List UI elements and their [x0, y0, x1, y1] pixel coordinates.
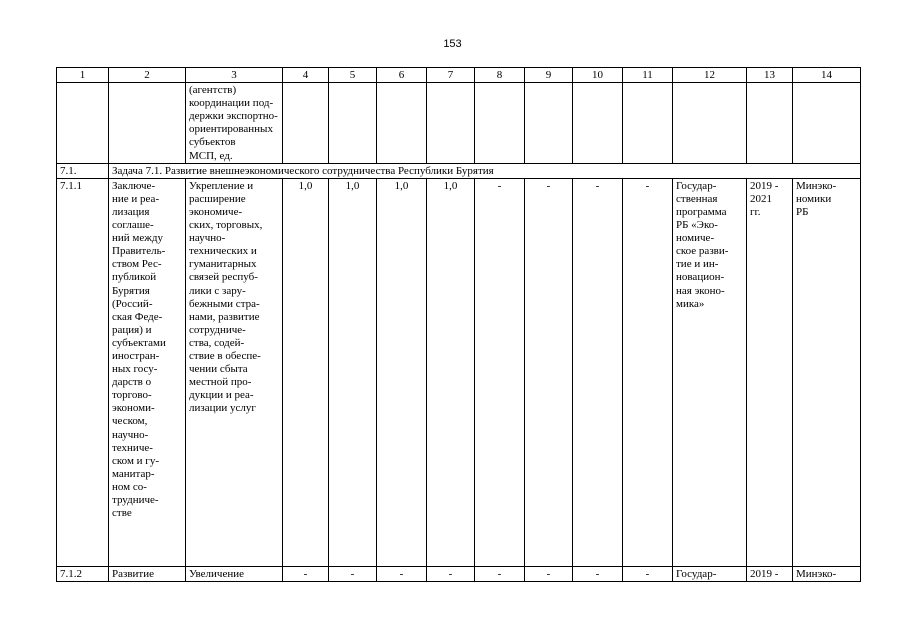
- header-cell: 6: [377, 68, 427, 83]
- program-table: [56, 67, 861, 582]
- table-row: [57, 566, 861, 581]
- indicator-cell: (агентств) координации под- держки экспортно- ориентированных субъектов МСП, ед.: [186, 83, 283, 164]
- measure-name: Заключе- ние и реа- лизация соглаше- ний между Правитель- ством Рес- публикой Бурятия (Россий- ская Феде- рация) и субъектами иностран- ных госу- дарств о торгово- экономи- ческом, научно- техниче- ском и гу- манитар- ном со- трудниче- стве: [109, 178, 186, 566]
- header-cell: 4: [283, 68, 329, 83]
- header-cell: 7: [427, 68, 475, 83]
- value-cell: 1,0: [377, 178, 427, 566]
- period-cell: 2019 -: [747, 566, 793, 581]
- header-row: [57, 68, 861, 83]
- header-cell: 11: [623, 68, 673, 83]
- header-cell: 12: [673, 68, 747, 83]
- value-cell: -: [377, 566, 427, 581]
- row-number: 7.1.1: [57, 178, 109, 566]
- responsible-cell: Минэко- номики РБ: [793, 178, 861, 566]
- value-cell: -: [475, 178, 525, 566]
- value-cell: -: [525, 566, 573, 581]
- header-cell: 8: [475, 68, 525, 83]
- value-cell: -: [573, 178, 623, 566]
- header-cell: 13: [747, 68, 793, 83]
- row-number: 7.1.2: [57, 566, 109, 581]
- value-cell: -: [573, 566, 623, 581]
- responsible-cell: Минэко-: [793, 566, 861, 581]
- value-cell: 1,0: [427, 178, 475, 566]
- value-cell: -: [329, 566, 377, 581]
- page-number: 153: [443, 38, 462, 50]
- value-cell: -: [475, 566, 525, 581]
- table-row: [57, 178, 861, 566]
- header-cell: 3: [186, 68, 283, 83]
- value-cell: -: [283, 566, 329, 581]
- expected-result: Укрепление и расширение экономиче- ских, торговых, научно- технических и гуманитарных связей респуб- лики с зару- бежными стра- нами, развитие сотрудниче- ства, содей- ствие в обеспе- чении сбыта местной про- дукции и реа- лизации услуг: [186, 178, 283, 566]
- header-cell: 5: [329, 68, 377, 83]
- measure-name: Развитие: [109, 566, 186, 581]
- value-cell: -: [623, 566, 673, 581]
- task-row: [57, 163, 861, 178]
- task-title: Задача 7.1. Развитие внешнеэкономического сотрудничества Республики Бурятия: [109, 163, 861, 178]
- task-number: 7.1.: [57, 163, 109, 178]
- header-cell: 1: [57, 68, 109, 83]
- header-cell: 9: [525, 68, 573, 83]
- header-cell: 14: [793, 68, 861, 83]
- continuation-row: [57, 83, 861, 164]
- expected-result: Увеличение: [186, 566, 283, 581]
- value-cell: -: [623, 178, 673, 566]
- program-source: Государ-: [673, 566, 747, 581]
- header-cell: 10: [573, 68, 623, 83]
- period-cell: 2019 - 2021 гг.: [747, 178, 793, 566]
- value-cell: 1,0: [329, 178, 377, 566]
- program-source: Государ- ственная программа РБ «Эко- номиче- ское разви- тие и ин- новацион- ная эконо- мика»: [673, 178, 747, 566]
- header-cell: 2: [109, 68, 186, 83]
- value-cell: 1,0: [283, 178, 329, 566]
- value-cell: -: [525, 178, 573, 566]
- value-cell: -: [427, 566, 475, 581]
